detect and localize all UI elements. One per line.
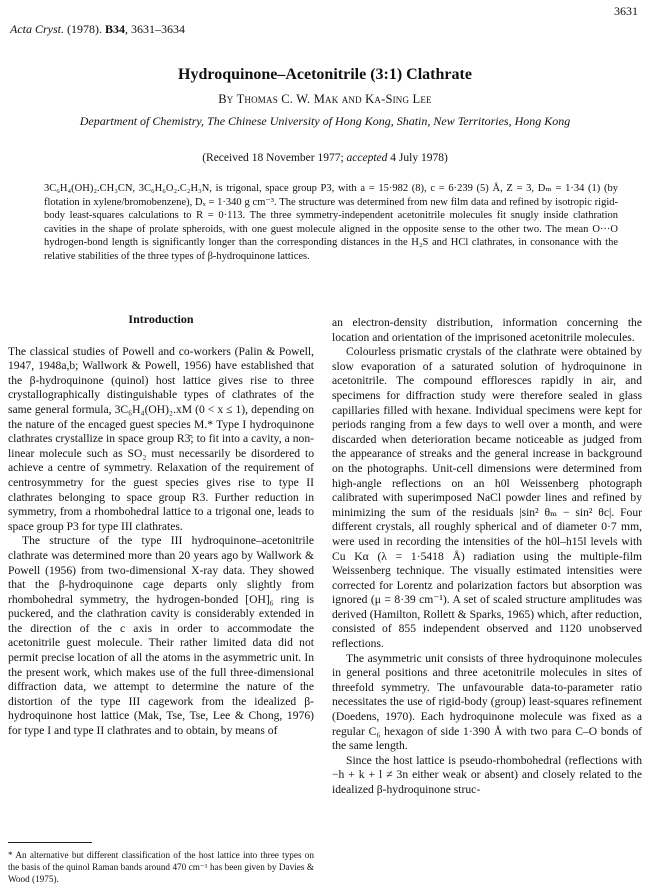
paragraph: an electron-density distribution, information concerning the location and orientation of the imprisoned acetonitrile molecules.	[332, 316, 642, 344]
paragraph: The asymmetric unit consists of three hydroquinone molecules in general positions and three acetonitrile molecules in sites of threefold symmetry. The unfavourable data-to-parameter ratio necessitates the use of rigid-body (group) least-squares refinement (Doedens, 1970). Each hydroquinone molecule was fixed as a regular C₆ hexagon of side 1·390 Å with two para C–O bonds of the same length.	[332, 651, 642, 753]
dates-line	[0, 152, 650, 164]
footnote-rule	[8, 842, 92, 843]
abstract: 3C₆H₄(OH)₂.CH₃CN, 3C₆H₆O₂.C₂H₃N, is trigonal, space group P3, with a = 15·982 (8), c = 6·239 (5) Å, Z = 3, Dₘ = 1·34 (1) (by flotation in xylene/bromobenzene), Dₓ = 1·340 g cm⁻³. The structure was determined from new film data and refined by isotropic rigid-body least-squares calculations to R = 0·113. The three symmetry-independent acetonitrile molecules fit snugly inside clathration cavities in the shape of prolate spheroids, with one guest molecule aligned in the opposite sense to the other two. The mean O···O hydrogen-bond length is significantly longer than the corresponding distances in the H₂S and HCl clathrates, in consonance with the relative stabilities of the three types of β-hydroquinone lattices.	[44, 183, 618, 262]
left-column	[8, 312, 314, 739]
accepted-date: 4 July 1978)	[387, 152, 448, 164]
accepted-label: accepted	[346, 152, 388, 164]
paper-title: Hydroquinone–Acetonitrile (3:1) Clathrate	[178, 66, 472, 83]
journal-name: Acta Cryst.	[10, 22, 64, 36]
paragraph: The structure of the type III hydroquinone–acetonitrile clathrate was determined more than 20 years ago by Wallwork & Powell (1956) from two-dimensional X-ray data. They showed that the β-hydroquinone cage departs only slightly from rhombohedral symmetry, the hydrogen-bonded [OH]₆ ring is puckered, and the clathration cavity is considerably extended in the direction of the c axis in order to accommodate the acetonitrile guest molecule. Their rather limited data did not permit precise location of all the atoms in the asymmetric unit. In the present work, which makes use of the full three-dimensional diffraction data, we attempt to determine the nature of the distortion of the type III cagework from the idealized β-hydroquinone host lattice (Mak, Tse, Tse, Lee & Chong, 1976) for type I and type II clathrates and to obtain, by means of	[8, 534, 314, 738]
paragraph: The classical studies of Powell and co-workers (Palin & Powell, 1947, 1948a,b; Wallwork & Powell, 1956) have established that the β-hydroquinone (quinol) host lattice gives rise to three crystallographically distinguishable types of clathrates of the same general formula, 3C₆H₄(OH)₂.xM (0 < x ≤ 1), depending on the nature of the encaged guest species M.* Type I hydroquinone clathrates crystallize in space group R3̄; to fit into a cavity, a non-linear molecule such as SO₂ must necessarily be disordered to achieve a centre of symmetry. Relaxation of the requirement of centrosymmetry for the guest species gives rise to type II clathrates belonging to space group R3. Further reduction in symmetry, from a rhombohedral lattice to a trigonal one, leads to space group P3 for type III clathrates.	[8, 344, 314, 533]
received-label: (Received	[202, 152, 249, 164]
paragraph: Since the host lattice is pseudo-rhombohedral (reflections with −h + k + l ≠ 3n either weak or absent) and closely related to the idealized β-hydroquinone struc-	[332, 753, 642, 796]
footnote: * An alternative but different classification of the host lattice into three types on the basis of the quinol Raman bands around 470 cm⁻¹ has been given by Davies & Wood (1975).	[8, 850, 314, 884]
page-number: 3631	[614, 4, 638, 18]
paragraph: Colourless prismatic crystals of the clathrate were obtained by slow evaporation of a saturated solution of hydroquinone in acetonitrile. The compound effloresces rapidly in air, and specimens for diffraction study were therefore sealed in glass capillaries filled with hexane. Individual specimens were kept for periods ranging from a few days to well over a month, and were discarded when deterioration became noticeable as judged from the appearance of streaks and the general increase in background on the photographs. Unit-cell dimensions were determined from high-angle reflections on an h0l Weissenberg photograph calibrated with superimposed NaCl powder lines and refined by minimizing the sum of the residuals |sin² θₘ − sin² θc|. Four different crystals, all roughly spherical and of diameter 0·7 mm, were used in recording the intensities of the h0l–h15l levels with Cu Kα (λ = 1·5418 Å) radiation using the multiple-film Weissenberg technique. The visually estimated intensities were corrected for Lorentz and polarization factors but absorption was ignored (μ = 8·39 cm⁻¹). A set of scaled structure amplitudes was derived (Hamilton, Rollett & Sparks, 1965) which, after reduction, consisted of 855 independent observed and 1120 unobserved reflections.	[332, 345, 642, 651]
journal-reference	[10, 22, 185, 37]
authors: By Thomas C. W. Mak and Ka-Sing Lee	[218, 92, 432, 106]
right-column	[332, 316, 642, 798]
journal-pages: , 3631–3634	[125, 22, 186, 36]
journal-year: (1978).	[64, 22, 105, 36]
journal-volume: B34	[105, 22, 126, 36]
received-date: 18 November 1977;	[248, 152, 347, 164]
section-heading-introduction: Introduction	[128, 312, 194, 326]
affiliation: Department of Chemistry, The Chinese University of Hong Kong, Shatin, New Territories, Hong Kong	[79, 114, 571, 128]
